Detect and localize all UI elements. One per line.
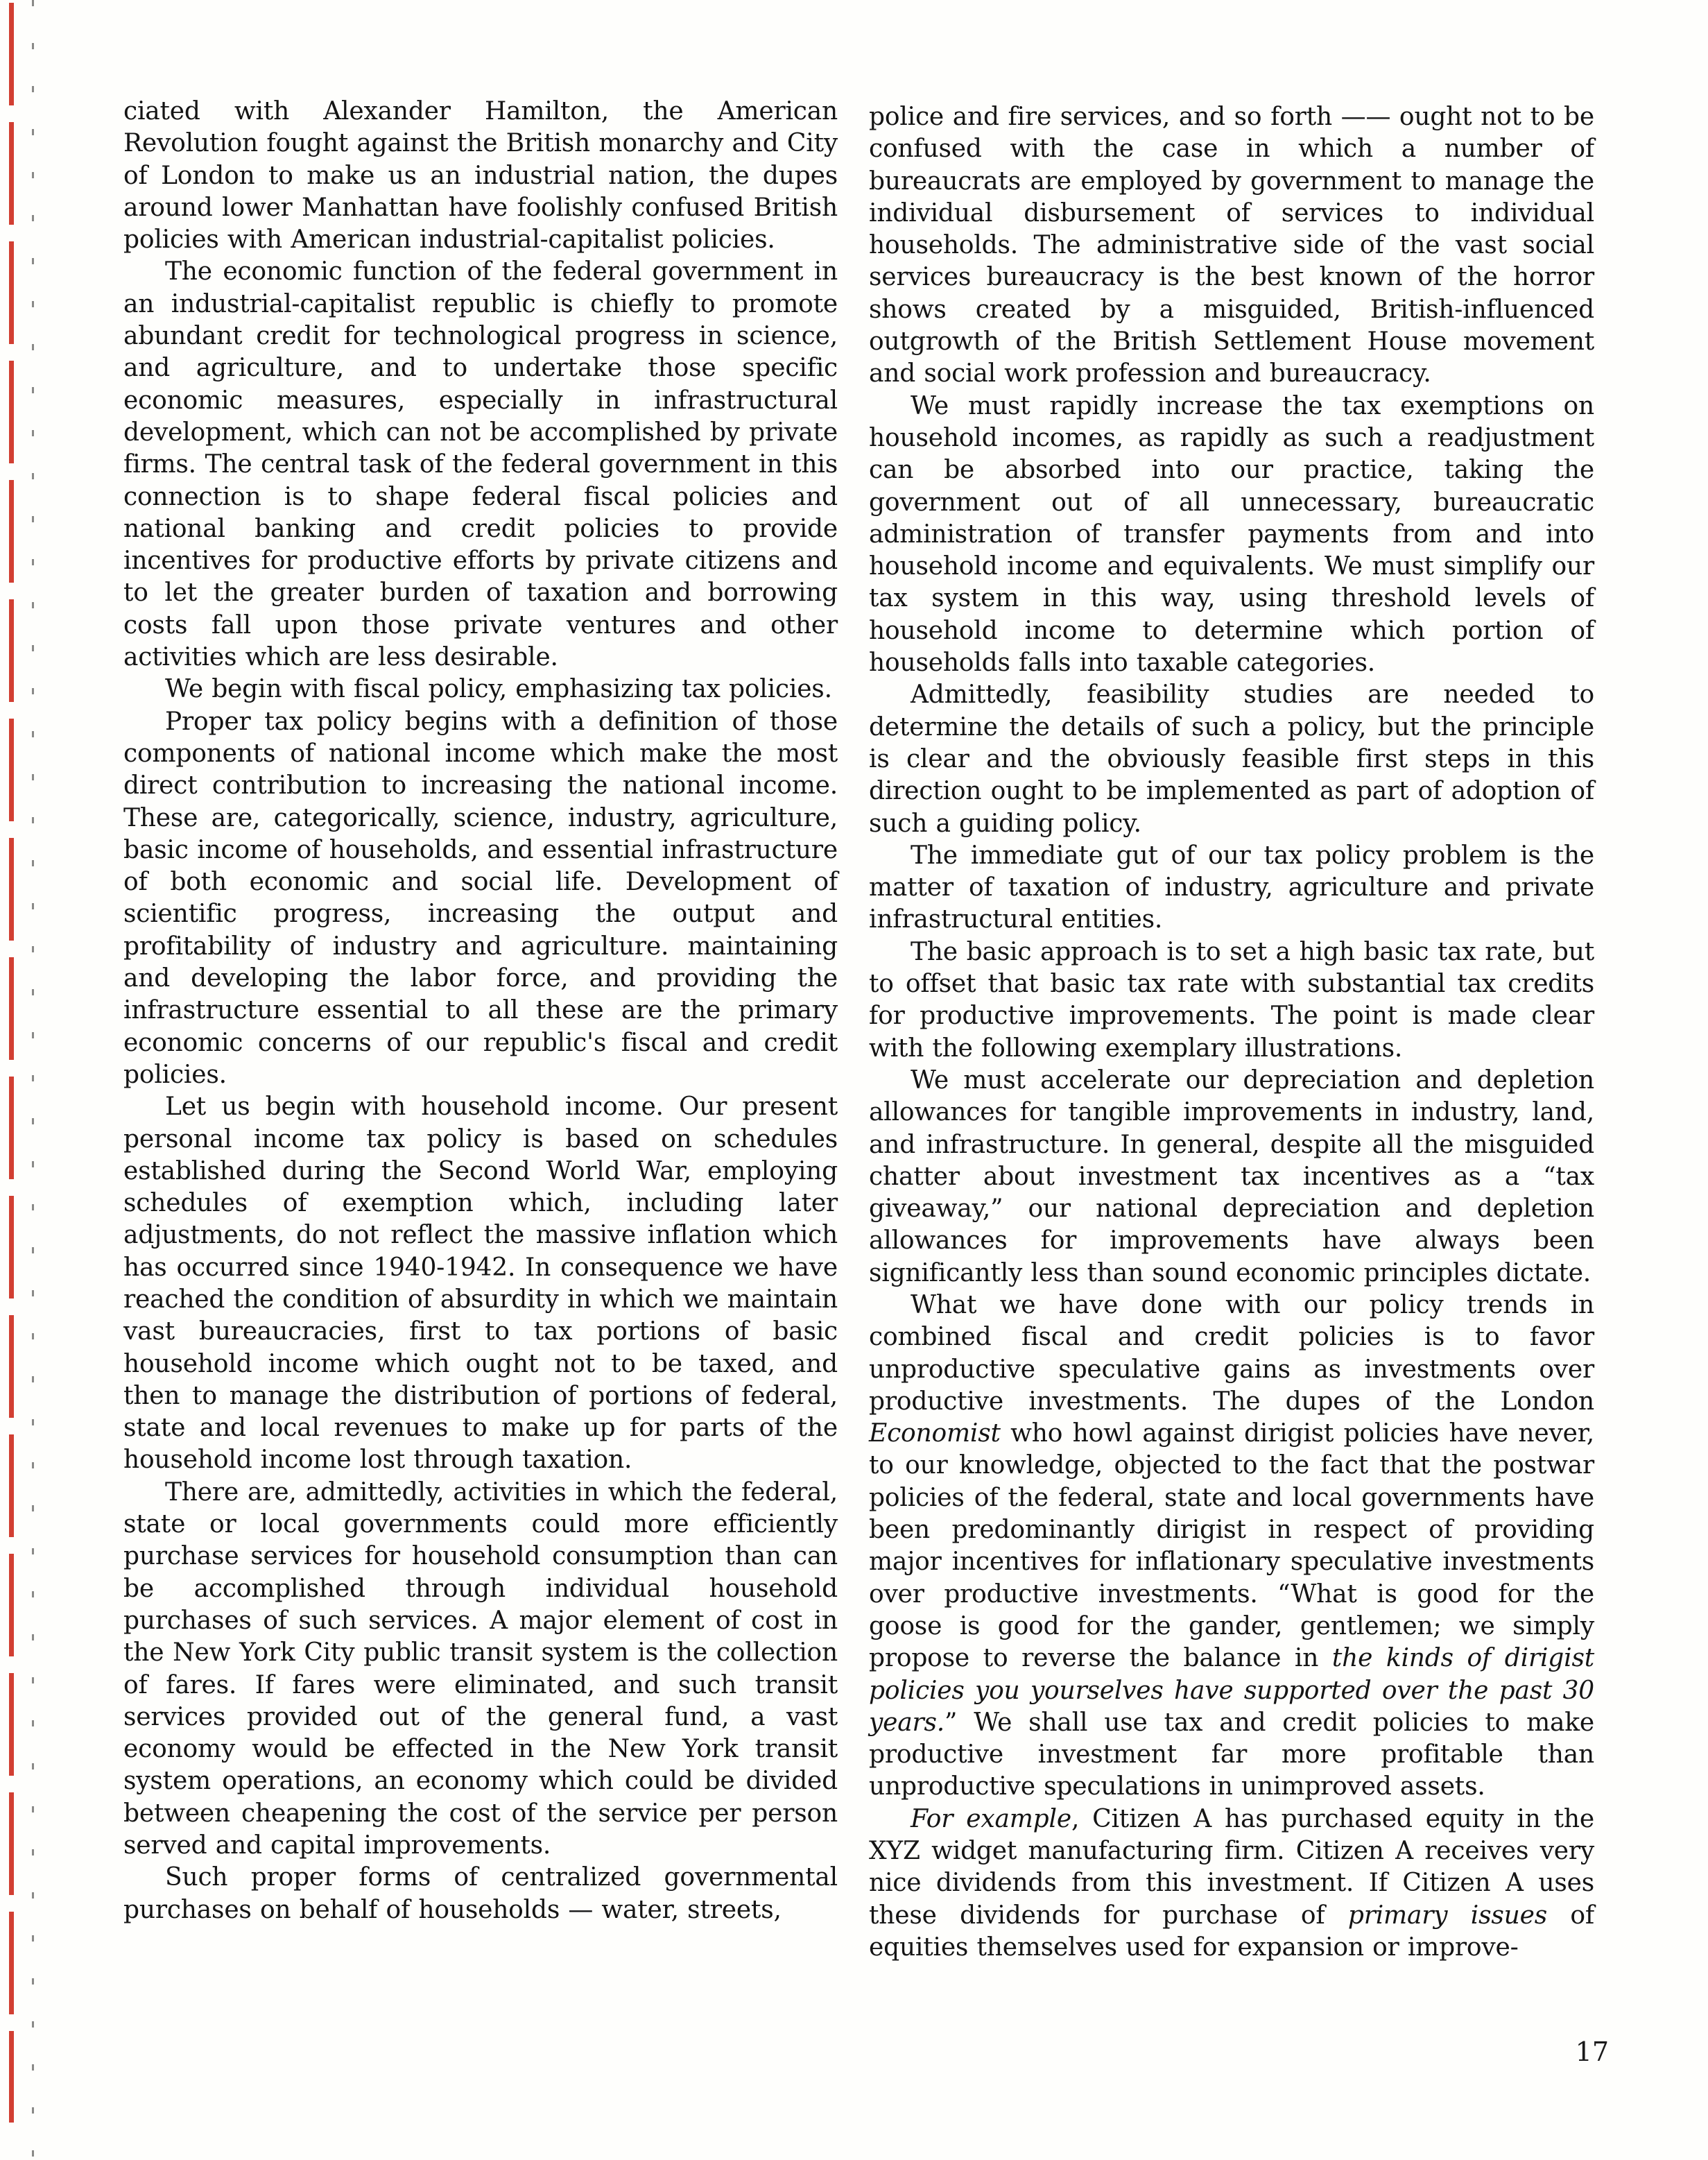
text-run: , Citizen A has purchased equity in the XYZ widget manufacturing firm. Citizen A receives very nice dividends from this investment. If Citizen A uses these dividends for purchase of <box>869 1804 1594 1930</box>
text-run: Admittedly, feasibility studies are needed to determine the details of such a policy, but the principle is clear and the obviously feasible first steps in this direction ought to be implemented as part of adoption of such a guiding policy. <box>869 680 1594 838</box>
italic-text-run: Economist <box>869 1419 1001 1448</box>
text-run: The basic approach is to set a high basic tax rate, but to offset that basic tax rate with substantial tax credits for productive improvements. The point is made clear with the following exemplary illustrations. <box>869 937 1594 1063</box>
page-number: 17 <box>1575 2037 1609 2067</box>
paragraph <box>123 1862 838 1926</box>
red-margin-line <box>9 3 14 2123</box>
italic-text-run: For example <box>911 1804 1071 1833</box>
text-run: We begin with fiscal policy, emphasizing tax policies. <box>165 675 832 704</box>
paragraph <box>123 1091 838 1477</box>
text-run: ” We shall use tax and credit policies to make productive investment far more profitable than unproductive speculations in unimproved assets. <box>869 1708 1594 1801</box>
text-run: of equities themselves used for expansion or improve- <box>869 1901 1594 1962</box>
paragraph <box>123 256 838 674</box>
paragraph <box>869 391 1594 680</box>
paragraph <box>869 679 1594 839</box>
paragraph <box>869 1289 1594 1803</box>
paragraph <box>869 1065 1594 1289</box>
right-text-column <box>869 101 1594 1964</box>
text-run: police and fire services, and so forth —— ought not to be confused with the case in which a number of bureaucrats are employed by government to manage the individual disbursement of services to individual households. The administrative side of the vast social services bureaucracy is the best known of the horror shows created by a misguided, British-influenced outgrowth of the British Settlement House movement and social work profession and bureaucracy. <box>869 103 1594 388</box>
text-run: who howl against dirigist policies have never, to our knowledge, objected to the fact that the postwar policies of the federal, state and local governments have been predominantly dirigist in respect of providing major incentives for inflationary speculative investments over productive investments. “What is good for the goose is good for the gander, gentlemen; we simply propose to reverse the balance in <box>869 1419 1594 1673</box>
paragraph <box>869 1803 1594 1964</box>
italic-text-run: the kinds of dirigist policies you yourselves have supported over the past 30 years. <box>869 1644 1594 1737</box>
left-text-column <box>123 96 838 1926</box>
italic-text-run: primary issues <box>1347 1901 1548 1930</box>
paragraph <box>869 101 1594 391</box>
text-run: Let us begin with household income. Our present personal income tax policy is based on schedules established during the Second World War, employing schedules of exemption which, including later adjustments, do not reflect the massive inflation which has occurred since 1940-1942. In consequence we have reached the condition of absurdity in which we maintain vast bureaucracies, first to tax portions of basic household income which ought not to be taxed, and then to manage the distribution of portions of federal, state and local revenues to make up for parts of the household income lost through taxation. <box>123 1092 838 1475</box>
text-run: What we have done with our policy trends in combined fiscal and credit policies is to favor unproductive speculative gains as investments over productive investments. The dupes of the London <box>869 1290 1594 1416</box>
paragraph <box>123 706 838 1092</box>
text-run: Proper tax policy begins with a definition of those components of national income which make the most direct contribution to increasing the national income. These are, categorically, science, industry, agriculture, basic income of households, and essential infrastructure of both economic and social life. Development of scientific progress, increasing the output and profitability of industry and agriculture. maintaining and developing the labor force, and providing the infrastructure essential to all these are the primary economic concerns of our republic's fiscal and credit policies. <box>123 707 838 1089</box>
paragraph <box>123 1477 838 1862</box>
text-run: ciated with Alexander Hamilton, the American Revolution fought against the British monarchy and City of London to make us an industrial nation, the dupes around lower Manhattan have foolishly confused British policies with American industrial-capitalist policies. <box>123 97 838 255</box>
text-run: We must rapidly increase the tax exemptions on household incomes, as rapidly as such a readjustment can be absorbed into our practice, taking the government out of all unnecessary, bureaucratic administration of transfer payments from and into household income and equivalents. We must simplify our tax system in this way, using threshold levels of household income to determine which portion of households falls into taxable categories. <box>869 391 1594 678</box>
text-run: The immediate gut of our tax policy problem is the matter of taxation of industry, agriculture and private infrastructural entities. <box>869 841 1594 934</box>
paragraph <box>123 674 838 705</box>
paragraph <box>869 936 1594 1065</box>
text-run: There are, admittedly, activities in which the federal, state or local governments could more efficiently purchase services for household consumption than can be accomplished through individual household purchases of such services. A major element of cost in the New York City public transit system is the collection of fares. If fares were eliminated, and such transit services provided out of the general fund, a vast economy would be effected in the New York transit system operations, an economy which could be divided between cheapening the cost of the service per person served and capital improvements. <box>123 1477 838 1860</box>
text-run: We must accelerate our depreciation and depletion allowances for tangible improvements in industry, land, and infrastructure. In general, despite all the misguided chatter about investment tax incentives as a “tax giveaway,” our national depreciation and depletion allowances for improvements have always been significantly less than sound economic principles dictate. <box>869 1065 1594 1287</box>
text-run: Such proper forms of centralized governmental purchases on behalf of households — water, streets, <box>123 1863 838 1924</box>
text-run: The economic function of the federal government in an industrial-capitalist republic is chiefly to promote abundant credit for technological progress in science, and agriculture, and to undertake those specific economic measures, especially in infrastructural development, which can not be accomplished by private firms. The central task of the federal government in this connection is to shape federal fiscal policies and national banking and credit policies to provide incentives for productive efforts by private citizens and to let the greater burden of taxation and borrowing costs fall upon those private ventures and other activities which are less desirable. <box>123 257 838 672</box>
paragraph <box>123 96 838 256</box>
scan-artifact-dots-icon <box>32 0 34 2160</box>
paragraph <box>869 840 1594 936</box>
